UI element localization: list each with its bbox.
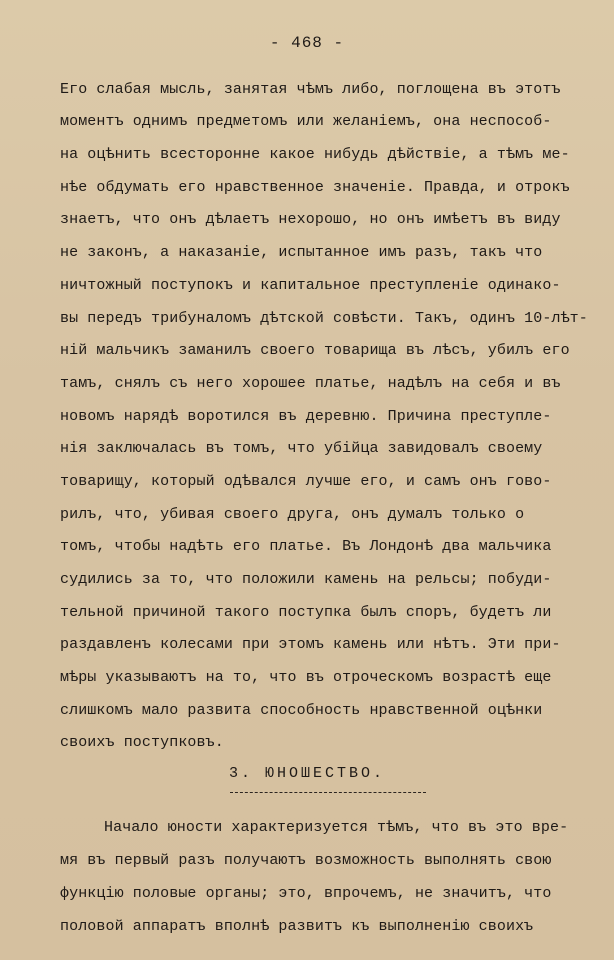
- paragraph-line: ничтожный поступокъ и капитальное преступленіе одинако-: [60, 277, 561, 294]
- paragraph-line: Начало юности характеризуется тѣмъ, что въ это вре-: [104, 819, 569, 836]
- paragraph-line: своихъ поступковъ.: [60, 734, 224, 751]
- paragraph-line: нія заключалась въ томъ, что убійца завидовалъ своему: [60, 440, 543, 457]
- section-heading: 3. ЮНОШЕСТВО.: [228, 765, 386, 782]
- paragraph-line: вы передъ трибуналомъ дѣтской совѣсти. Такъ, одинъ 10-лѣт-: [60, 310, 588, 327]
- paragraph-line: тельной причиной такого поступка былъ споръ, будетъ ли: [60, 604, 552, 621]
- paragraph-line: новомъ нарядѣ воротился въ деревню. Причина преступле-: [60, 408, 552, 425]
- paragraph-line: не законъ, а наказаніе, испытанное имъ разъ, такъ что: [60, 244, 543, 261]
- paragraph-line: на оцѣнить всесторонне какое нибудь дѣйствіе, а тѣмъ ме-: [60, 146, 570, 163]
- paragraph-line: рилъ, что, убивая своего друга, онъ думалъ только о: [60, 506, 525, 523]
- paragraph-line: ній мальчикъ заманилъ своего товарища въ лѣсъ, убилъ его: [60, 342, 570, 359]
- paragraph-line: половой аппаратъ вполнѣ развитъ къ выполненію своихъ: [60, 918, 534, 935]
- paragraph-line: товарищу, который одѣвался лучше его, и самъ онъ гово-: [60, 473, 552, 490]
- paragraph-line: тамъ, снялъ съ него хорошее платье, надѣлъ на себя и въ: [60, 375, 561, 392]
- paragraph-line: мя въ первый разъ получаютъ возможность выполнять свою: [60, 852, 552, 869]
- paragraph-line: раздавленъ колесами при этомъ камень или нѣтъ. Эти при-: [60, 636, 561, 653]
- paragraph-line: слишкомъ мало развита способность нравственной оцѣнки: [60, 702, 543, 719]
- paragraph-line: знаетъ, что онъ дѣлаетъ нехорошо, но онъ имѣетъ въ виду: [60, 211, 561, 228]
- page-number: - 468 -: [269, 34, 345, 52]
- heading-underline: [230, 792, 426, 793]
- paragraph-line: моментъ однимъ предметомъ или желаніемъ, она неспособ-: [60, 113, 552, 130]
- paragraph-line: судились за то, что положили камень на рельсы; побуди-: [60, 571, 552, 588]
- paragraph-line: томъ, чтобы надѣть его платье. Въ Лондонѣ два мальчика: [60, 538, 552, 555]
- paragraph-line: нѣе обдумать его нравственное значеніе. Правда, и отрокъ: [60, 179, 570, 196]
- paragraph-line: мѣры указываютъ на то, что въ отроческомъ возрастѣ еще: [60, 669, 552, 686]
- paragraph-line: функцію половые органы; это, впрочемъ, не значитъ, что: [60, 885, 552, 902]
- paragraph-line: Его слабая мысль, занятая чѣмъ либо, поглощена въ этотъ: [60, 81, 561, 98]
